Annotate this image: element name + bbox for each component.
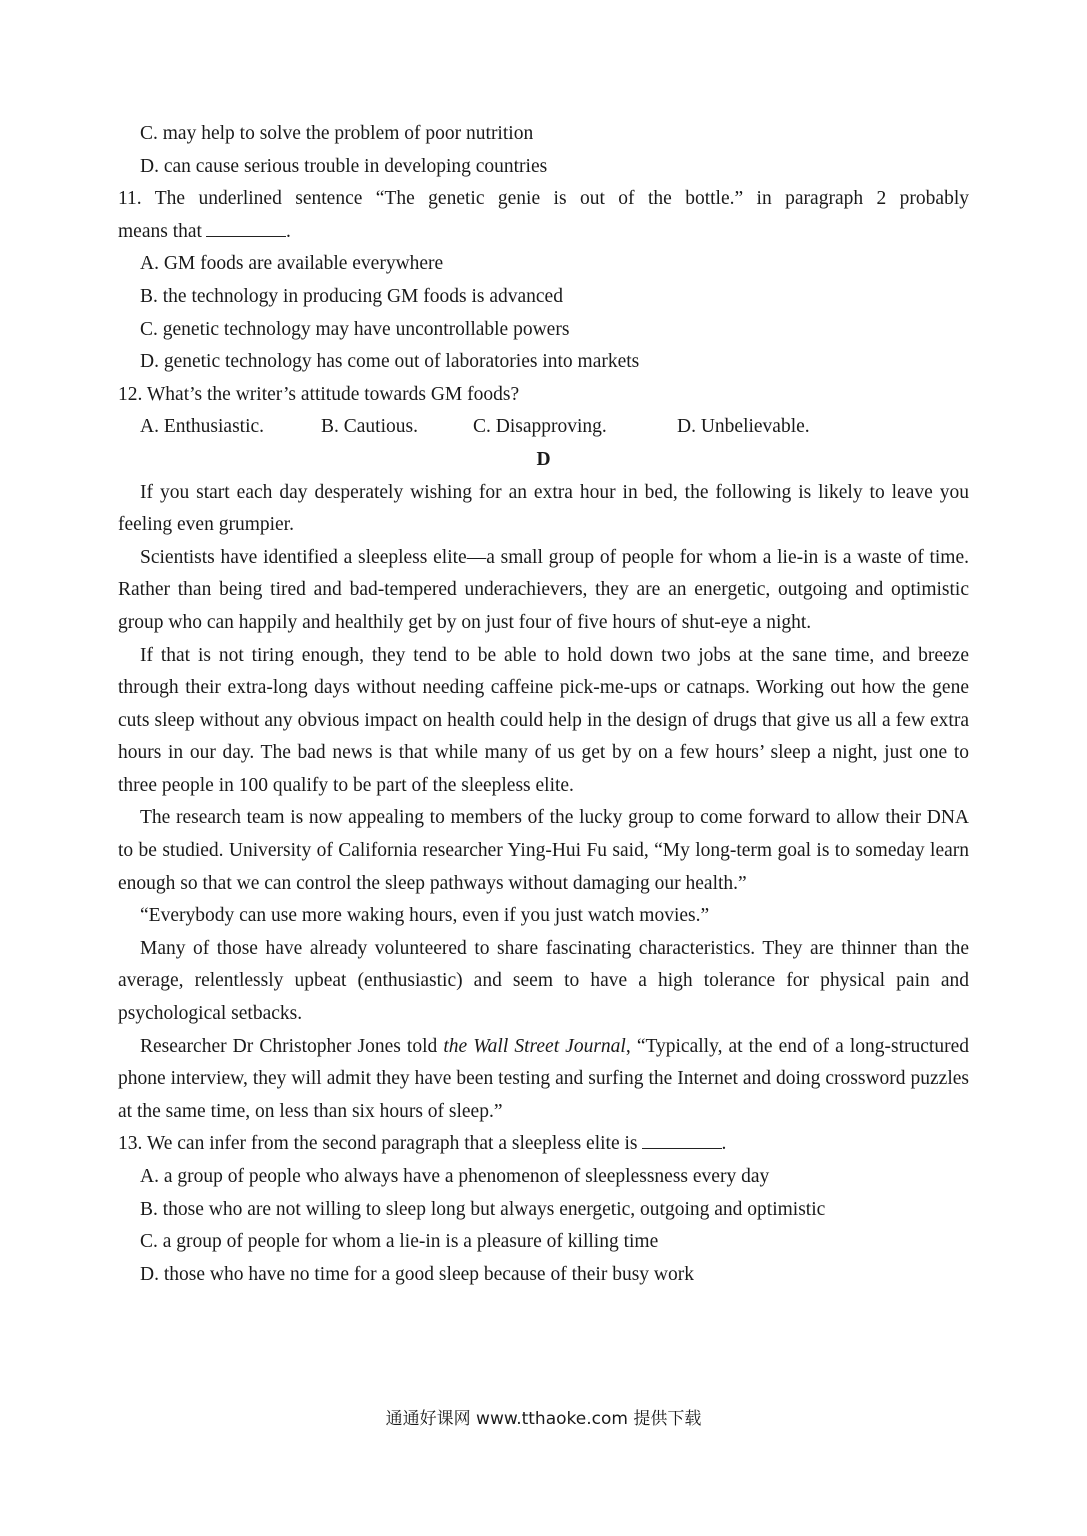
q13-option-b: B. those who are not willing to sleep long but always energetic, outgoing and optimistic: [140, 1198, 826, 1220]
passage-paragraph-6: Many of those have already volunteered to share fascinating characteristics. They are thinner than the average, relentlessly upbeat (enthusiastic) and seem to have a high tolerance for physical pain and psychological setbacks.: [118, 937, 969, 1025]
q13-option-d: D. those who have no time for a good sleep because of their busy work: [140, 1263, 694, 1285]
passage-paragraph-7: [118, 1031, 969, 1129]
p7-source-title: the Wall Street Journal: [443, 1035, 626, 1057]
section-heading: D: [536, 448, 551, 470]
passage-paragraph-3: If that is not tiring enough, they tend to be able to hold down two jobs at the sane time, and breeze through their extra-long days without needing caffeine pick-me-ups or catnaps. Working out how the gene cuts sleep without any obvious impact on health could help in the design of drugs that give us all a few extra hours in our day. The bad news is that while many of us get by on a few hours’ sleep a night, just one to three people in 100 qualify to be part of the sleepless elite.: [118, 644, 969, 796]
q11-stem-line1: 11. The underlined sentence “The genetic genie is out of the bottle.” in paragraph 2 probably: [118, 188, 969, 210]
q11-stem-line2: [118, 216, 969, 249]
q13-stem: 13. We can infer from the second paragraph that a sleepless elite is: [118, 1133, 638, 1155]
q13-option-a: A. a group of people who always have a phenomenon of sleeplessness every day: [140, 1166, 770, 1187]
passage-paragraph-5: “Everybody can use more waking hours, even if you just watch movies.”: [140, 905, 710, 927]
q13-stem-line: [118, 1128, 969, 1161]
q12-stem: 12. What’s the writer’s attitude towards GM foods?: [118, 383, 520, 405]
q11-option-b: B. the technology in producing GM foods is advanced: [140, 285, 563, 307]
q10-option-c: C. may help to solve the problem of poor nutrition: [140, 123, 534, 144]
q12-option-c: C. Disapproving.: [473, 416, 607, 438]
page-footer: 通通好课网 www.tthaoke.com 提供下载: [385, 1409, 702, 1429]
passage-paragraph-1: If you start each day desperately wishing for an extra hour in bed, the following is likely to leave you feeling even grumpier.: [118, 481, 969, 536]
p7-text-before: Researcher Dr Christopher Jones told: [140, 1035, 444, 1057]
p7-text-after: , “Typically, at the end of a long-structured phone interview, they will admit they have been testing and surfing the Internet and doing crossword puzzles at the same time, on less than six hours of sleep.”: [118, 1035, 969, 1122]
answer-blank: [206, 218, 286, 237]
q12-option-d: D. Unbelievable.: [677, 416, 810, 438]
q13-stem-end: .: [721, 1133, 727, 1155]
passage-paragraph-2: Scientists have identified a sleepless elite—a small group of people for whom a lie-in is a waste of time. Rather than being tired and bad-tempered underachievers, they are an energetic, outgoing and optimistic group who can happily and healthily get by on just four of five hours of shut-eye a night.: [118, 546, 969, 633]
q11-stem-end: .: [285, 220, 291, 242]
q12-option-a: A. Enthusiastic.: [140, 416, 265, 438]
answer-blank: [642, 1130, 722, 1149]
q11-option-d: D. genetic technology has come out of laboratories into markets: [140, 351, 640, 373]
passage-paragraph-4: The research team is now appealing to members of the lucky group to come forward to allow their DNA to be studied. University of California researcher Ying-Hui Fu said, “My long-term goal is to someday learn enough so that we can control the sleep pathways without damaging our health.”: [118, 807, 969, 894]
q13-option-c: C. a group of people for whom a lie-in is a pleasure of killing time: [140, 1231, 659, 1253]
q11-stem-text: means that: [118, 220, 202, 242]
q11-option-c: C. genetic technology may have uncontrollable powers: [140, 318, 570, 340]
document-page: [118, 118, 969, 1291]
q11-option-a: A. GM foods are available everywhere: [140, 253, 444, 275]
q12-option-b: B. Cautious.: [321, 416, 418, 438]
q12-options: [118, 411, 969, 444]
q10-option-d: D. can cause serious trouble in developing countries: [140, 155, 548, 177]
